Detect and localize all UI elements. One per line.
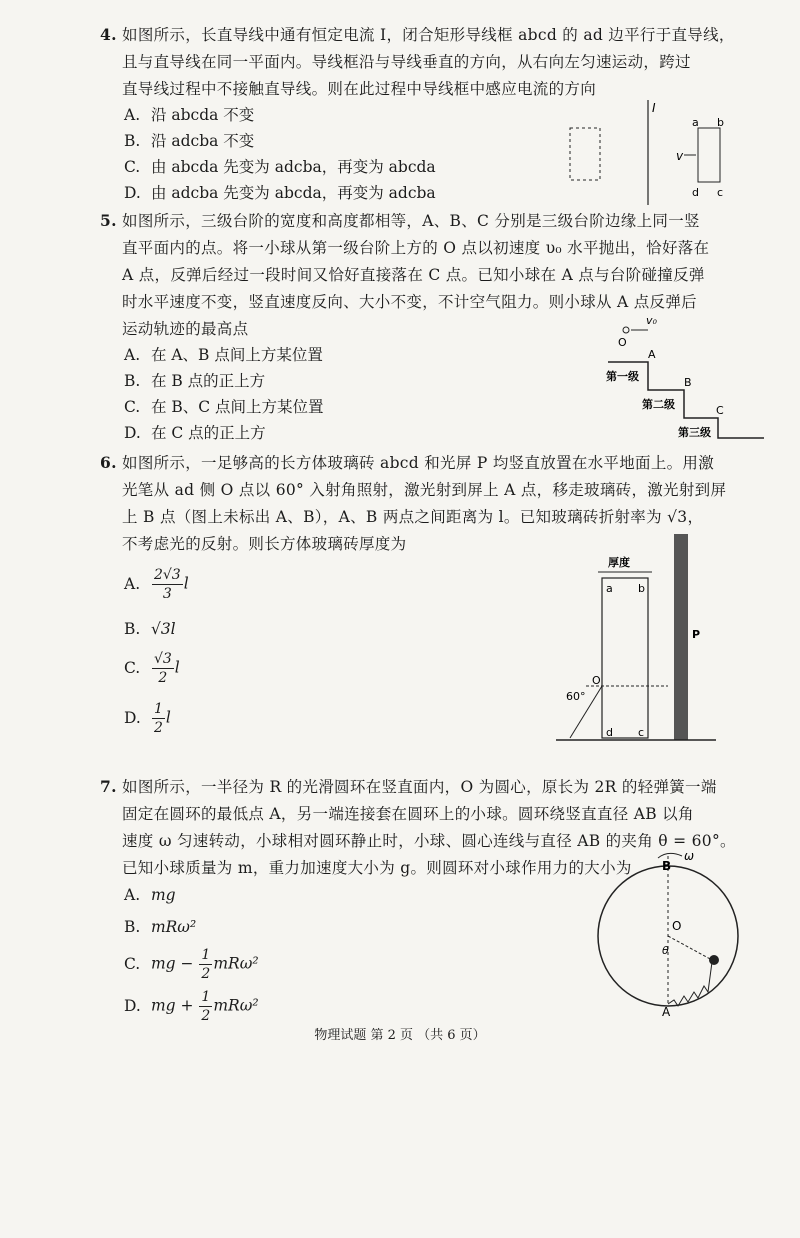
page-footer: 物理试题 第 2 页 （共 6 页） [314, 1028, 486, 1043]
rotation-arrow [658, 853, 682, 858]
svg-text:A: A [648, 348, 656, 361]
svg-text:a: a [692, 116, 699, 129]
svg-text:O: O [672, 919, 682, 933]
svg-text:O: O [618, 336, 627, 349]
option-a[interactable]: A. 在 A、B 点间上方某位置 [124, 346, 323, 364]
fraction: $\frac{1}{2}$ [153, 701, 163, 736]
question-number: 5. [100, 211, 117, 230]
question-text-line: 上 B 点（图上未标出 A、B），A、B 两点之间距离为 l。已知玻璃砖折射率为 √3， [122, 508, 704, 526]
option-label: C. [124, 158, 141, 176]
option-b[interactable]: B. √3l [124, 620, 176, 638]
svg-text:ω: ω [684, 849, 695, 863]
question-text-line: 光笔从 ad 侧 O 点以 60° 入射角照射，激光射到屏上 A 点，移走玻璃砖，激光射到屏 [122, 481, 727, 499]
option-d[interactable]: D. $\frac{1}{2}$ l [124, 701, 171, 736]
velocity-label: v [676, 149, 684, 163]
screen-p [674, 534, 688, 740]
option-a[interactable]: A. $\frac{2√3}{3}$ l [124, 567, 189, 602]
svg-text:第一级: 第一级 [606, 370, 639, 383]
svg-text:b: b [717, 116, 724, 129]
svg-text:θ: θ [662, 944, 669, 957]
svg-text:A: A [662, 1005, 671, 1016]
option-a[interactable]: A. mg [124, 886, 176, 904]
question-number: 4. [100, 25, 117, 44]
question-text-line: 直导线过程中不接触直导线。则在此过程中导线框中感应电流的方向 [122, 80, 597, 98]
option-text: 沿 abcda 不变 [150, 106, 255, 124]
q7-figure [590, 846, 750, 1016]
question-number: 7. [100, 777, 117, 796]
question-number: 6. [100, 453, 117, 472]
question-text-line: 如图所示，长直导线中通有恒定电流 I，闭合矩形导线框 abcd 的 ad 边平行于直导线， [122, 26, 735, 44]
option-text: 由 abcda 先变为 adcba，再变为 abcda [150, 158, 436, 176]
svg-text:d: d [692, 186, 699, 199]
q5-figure [598, 310, 768, 450]
option-text: 沿 adcba 不变 [150, 132, 255, 150]
option-b[interactable]: B. mRω² [124, 918, 197, 936]
question-text-line: A 点，反弹后经过一段时间又恰好直接落在 C 点。已知小球在 A 点与台阶碰撞反弹 [122, 266, 705, 284]
radius-line [668, 936, 712, 960]
q4-figure [560, 100, 740, 210]
glass-block [602, 578, 648, 738]
option-c[interactable]: C. 在 B、C 点间上方某位置 [124, 398, 324, 416]
fraction: $\frac{2√3}{3}$ [153, 567, 181, 602]
svg-text:C: C [716, 404, 724, 417]
svg-text:第三级: 第三级 [678, 426, 711, 439]
option-d[interactable]: D. 在 C 点的正上方 [124, 424, 266, 442]
question-text-line: 如图所示，一足够高的长方体玻璃砖 abcd 和光屏 P 均竖直放置在水平地面上。用激 [122, 454, 715, 472]
option-label: B. [124, 132, 141, 150]
question-text-line: 且与直导线在同一平面内。导线框沿与导线垂直的方向，从右向左匀速运动，跨过 [122, 53, 691, 71]
option-b[interactable] [124, 130, 254, 152]
q6-figure [556, 534, 716, 750]
ball [623, 327, 629, 333]
question-text-line: 速度 ω 匀速转动，小球相对圆环静止时，小球、圆心连线与直径 AB 的夹角 θ = 60°。 [122, 832, 736, 850]
svg-text:P: P [692, 628, 701, 641]
dashed-frame-left [570, 128, 600, 180]
svg-text:a: a [606, 582, 613, 595]
svg-text:60°: 60° [566, 690, 586, 703]
option-c[interactable]: C. $\frac{√3}{2}$ l [124, 651, 180, 686]
coil-frame [698, 128, 720, 182]
question-text-line: 时水平速度不变，竖直速度反向、大小不变，不计空气阻力。则小球从 A 点反弹后 [122, 293, 697, 311]
svg-text:B: B [684, 376, 692, 389]
option-text: 由 adcba 先变为 abcda，再变为 adcba [150, 184, 436, 202]
svg-text:c: c [717, 186, 724, 199]
question-text-line: 如图所示，一半径为 R 的光滑圆环在竖直面内，O 为圆心，原长为 2R 的轻弹簧一端 [122, 778, 717, 796]
question-text-line: 运动轨迹的最高点 [122, 320, 249, 338]
svg-text:B: B [662, 859, 672, 873]
option-c[interactable]: C. mg − $\frac{1}{2}$ mRω² [124, 947, 259, 982]
svg-text:v₀: v₀ [646, 314, 657, 327]
option-b[interactable]: B. 在 B 点的正上方 [124, 372, 266, 390]
fraction: $\frac{1}{2}$ [201, 989, 211, 1024]
current-label: I [652, 101, 656, 115]
question-text-line: 固定在圆环的最低点 A，另一端连接套在圆环上的小球。圆环绕竖直直径 AB 以角 [122, 805, 694, 823]
question-text-line: 直平面内的点。将一小球从第一级台阶上方的 O 点以初速度 υ₀ 水平抛出，恰好落在 [122, 239, 710, 257]
question-text-line: 已知小球质量为 m，重力加速度大小为 g。则圆环对小球作用力的大小为 [122, 859, 632, 877]
fraction: $\frac{1}{2}$ [201, 947, 211, 982]
option-label: D. [124, 184, 141, 202]
svg-text:O: O [592, 674, 601, 687]
fraction: $\frac{√3}{2}$ [153, 651, 172, 686]
svg-text:d: d [606, 726, 613, 739]
option-c[interactable] [124, 156, 436, 178]
question-text-line: 如图所示，三级台阶的宽度和高度都相等，A、B、C 分别是三级台阶边缘上同一竖 [122, 212, 700, 230]
ball [709, 955, 719, 965]
svg-text:厚度: 厚度 [608, 556, 630, 569]
option-d[interactable] [124, 182, 436, 204]
option-a[interactable] [124, 104, 254, 126]
option-label: A. [124, 106, 141, 124]
question-text-line: 不考虑光的反射。则长方体玻璃砖厚度为 [122, 535, 407, 553]
svg-text:c: c [638, 726, 645, 739]
svg-text:第二级: 第二级 [642, 398, 675, 411]
spring [668, 962, 712, 1006]
svg-text:b: b [638, 582, 645, 595]
option-d[interactable]: D. mg + $\frac{1}{2}$ mRω² [124, 989, 259, 1024]
